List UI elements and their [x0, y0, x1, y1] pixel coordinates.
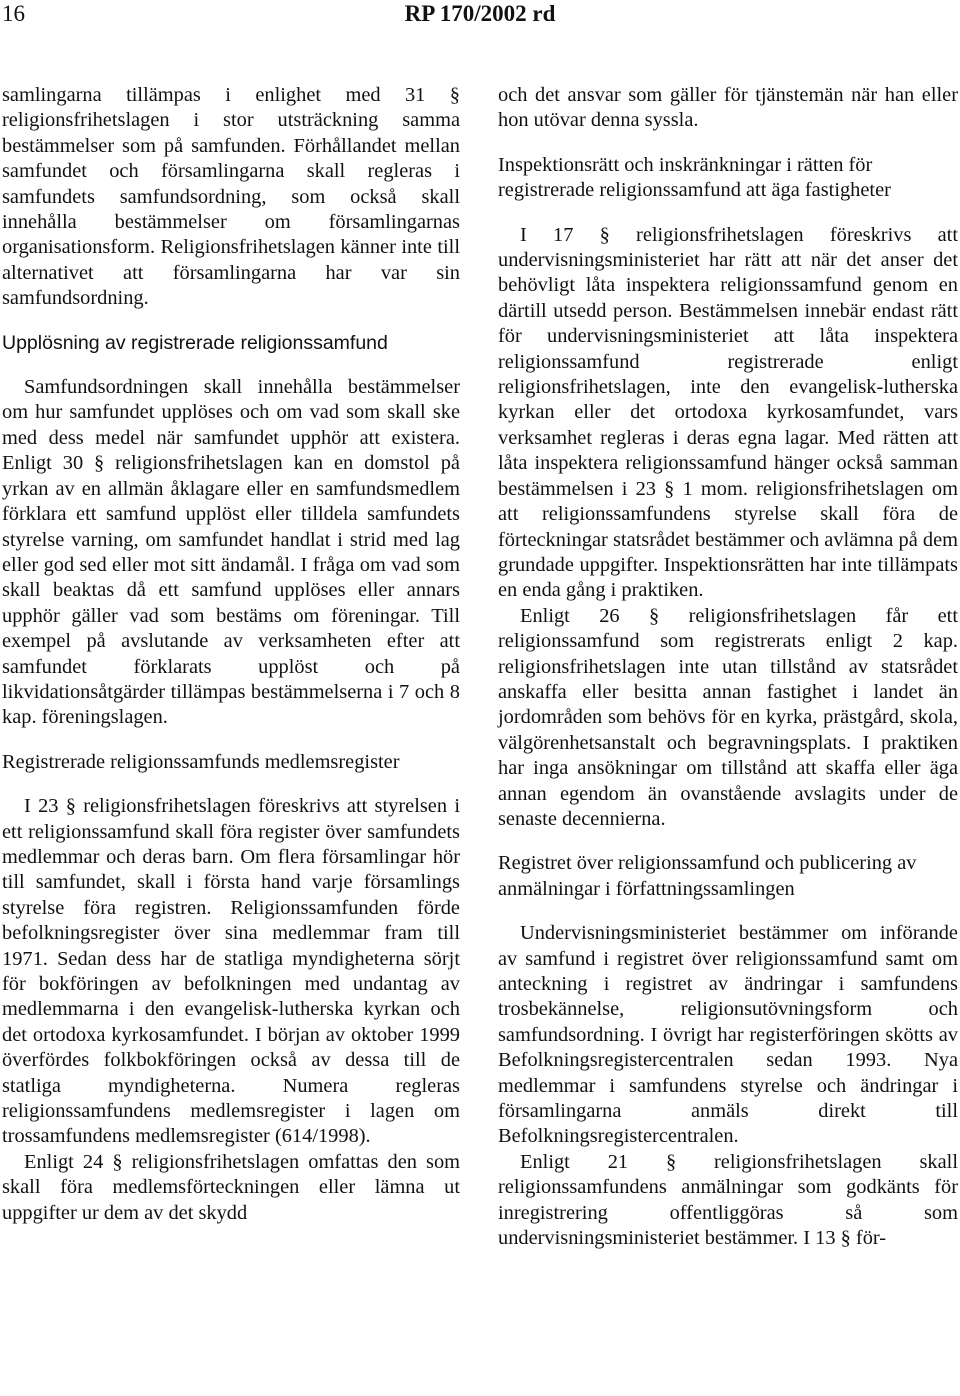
- left-column: [2, 83, 460, 1226]
- section-heading: Inspektionsrätt och inskränkningar i rätten för registrerade religionssamfund att äga fastigheter: [498, 153, 891, 202]
- section-heading: Upplösning av registrerade religionssamfund: [2, 331, 388, 354]
- section-heading: Registret över religionssamfund och publicering av anmälningar i författningssamlingen: [498, 852, 917, 900]
- paragraph: Undervisningsministeriet bestämmer om införande av samfund i registret över religionssamfund samt om anteckning i registret av ändringar i samfundens trosbekännelse, religionsutövningsform och samfundsordning. I övrigt har registerföringen skötts av Befolkningsregistercentralen sedan 1993. Nya medlemmar i samfundens styrelse och ändringar i församlingarna anmäls direkt till Befolkningsregistercentralen.: [498, 922, 958, 1148]
- paragraph: I 17 § religionsfrihetslagen föreskrivs att undervisningsministeriet har rätt att när det anser det behövligt låta inspektera religionssamfund genom en därtill utsedd person. Bestämmelsen innebär endast rätt för undervisningsministeriet att låta inspektera religionssamfund registrerade enligt religionsfrihetslagen, inte den evangelisk-lutherska kyrkan eller det ortodoxa kyrkosamfundet, vars verksamhet regleras i deras egna lagar. Med rätten att låta inspektera religionssamfund hänger också samman bestämmelsen i 23 § 1 mom. religionsfrihetslagen om att religionssamfundens styrelse skall föra de förteckningar statsrådet bestämmer och avlämna på dem grundade uppgifter. Inspektionsrätten har inte tillämpats en enda gång i praktiken.: [498, 223, 958, 602]
- document-reference: RP 170/2002 rd: [404, 1, 556, 26]
- paragraph: Enligt 21 § religionsfrihetslagen skall religionssamfundens anmälningar som godkänts för inregistrering offentliggöras så som undervisningsministeriet bestämmer. I 13 § för-: [498, 1150, 958, 1250]
- page-number: 16: [2, 1, 25, 26]
- paragraph: Samfundsordningen skall innehålla bestämmelser om hur samfundet upplöses och om vad som skall ske med dess medel när samfundet upphör att existera. Enligt 30 § religionsfrihetslagen kan en domstol på yrkan av en allmän åklagare eller en samfundsmedlem förklara ett samfund upplöst eller tilldela samfundets styrelse varning, om samfundet handlat i strid med lag eller god sed eller mot sitt ändamål. I fråga om vad som skall beaktas då ett samfund upplöses eller annars upphör gäller vad som bestäms om föreningar. Till exempel på avslutande av verksamheten efter att samfundet förklarats upplöst och på likvidationsåtgärder tillämpas bestämmelserna i 7 och 8 kap. föreningslagen.: [2, 376, 460, 729]
- paragraph: Enligt 26 § religionsfrihetslagen får ett religionssamfund som registrerats enligt 2 kap. religionsfrihetslagen inte utan tillstånd av statsrådet anskaffa eller besitta annan fastighet i landet än jordområden som behövs för en kyrka, prästgård, skola, välgörenhetsanstalt och begravningsplats. I praktiken har inga ansökningar om tillstånd att skaffa eller äga annan egendom än ovanstående avslagits under de senaste decennierna.: [498, 604, 958, 830]
- section-heading: Registrerade religionssamfunds medlemsregister: [2, 750, 400, 773]
- page-header: [0, 0, 960, 40]
- paragraph: samlingarna tillämpas i enlighet med 31 § religionsfrihetslagen i stor utsträckning samma bestämmelser som på samfunden. Förhållandet mellan samfundet och församlingarna skall regleras i samfundets samfundsordning, som också skall innehålla bestämmelser om församlingarnas organisationsform. Religionsfrihetslagen känner inte till alternativet att församlingarna har var sin samfundsordning.: [2, 84, 460, 310]
- paragraph: I 23 § religionsfrihetslagen föreskrivs att styrelsen i ett religionssamfund skall föra register över samfundets medlemmar och deras barn. Om flera församlingar hör till samfundet, skall i första hand varje församlings styrelse föra registren. Religionssamfunden förde befolkningsregister över sina medlemmar fram till 1971. Sedan dess har de statliga myndigheterna sörjt för bokföringen av befolkningen med undantag av medlemmarna i den evangelisk-lutherska kyrkan och det ortodoxa kyrkosamfundet. I början av oktober 1999 överfördes folkbokföringen också av dessa till de statliga myndigheterna. Numera regleras religionssamfundens medlemsregister i lagen om trossamfundens medlemsregister (614/1998).: [2, 795, 460, 1148]
- paragraph: Enligt 24 § religionsfrihetslagen omfattas den som skall föra medlemsförteckningen eller lämna ut uppgifter ur dem av det skydd: [2, 1150, 460, 1224]
- paragraph: och det ansvar som gäller för tjänstemän när han eller hon utövar denna syssla.: [498, 84, 958, 132]
- right-column: [498, 83, 958, 1251]
